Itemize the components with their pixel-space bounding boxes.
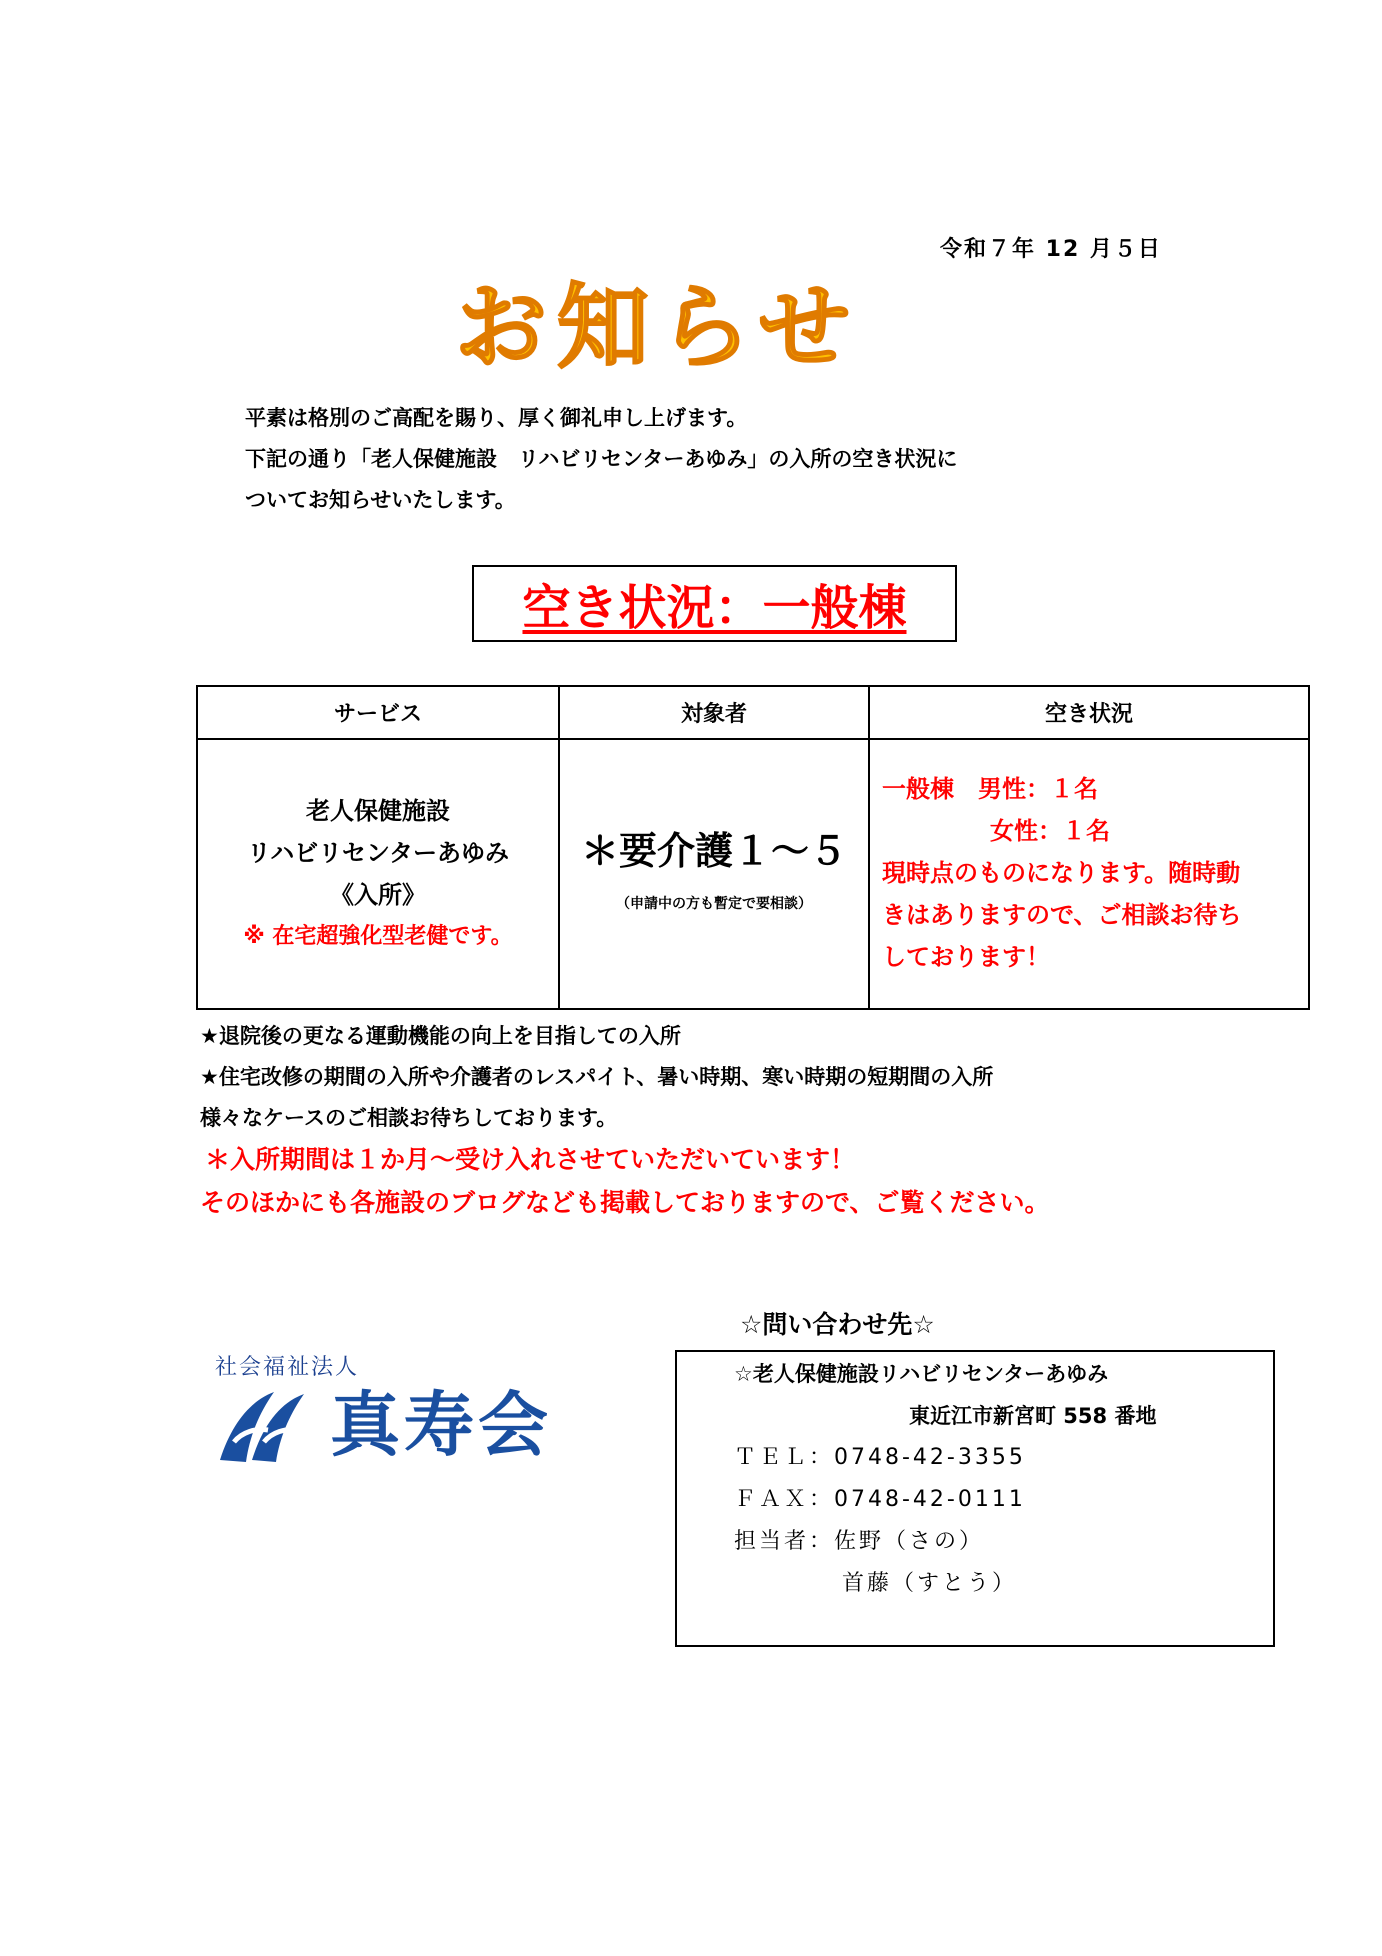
target-cell bbox=[559, 739, 869, 1009]
service-note: ※ 在宅超強化型老健です。 bbox=[243, 924, 513, 949]
availability-line-5: しております！ bbox=[882, 943, 1050, 971]
service-line-3: 《入所》 bbox=[330, 881, 426, 909]
table-row bbox=[197, 739, 1309, 1009]
organization-logo-icon bbox=[212, 1382, 322, 1476]
intro-line-2: 下記の通り「老人保健施設 リハビリセンターあゆみ」の入所の空き状況に bbox=[245, 447, 958, 471]
availability-line-2: 女性：１名 bbox=[990, 817, 1110, 845]
intro-line-1: 平素は格別のご高配を賜り、厚く御礼申し上げます。 bbox=[245, 406, 748, 430]
service-cell bbox=[197, 739, 559, 1009]
contact-fax: ＦＡＸ：0748-42-0111 bbox=[734, 1487, 1026, 1512]
notice-title: お知らせ bbox=[455, 274, 861, 381]
intro-line-3: ついてお知らせいたします。 bbox=[245, 488, 516, 512]
target-main: ＊要介護１～５ bbox=[580, 828, 847, 873]
note-3: 様々なケースのご相談お待ちしております。 bbox=[200, 1106, 618, 1130]
contact-person-1: 担当者：佐野（さの） bbox=[734, 1529, 985, 1554]
note-4: ＊入所期間は１か月～受け入れさせていただいています！ bbox=[205, 1145, 856, 1174]
notice-date: 令和７年 12 月５日 bbox=[940, 237, 1162, 262]
contact-address: 東近江市新宮町 558 番地 bbox=[909, 1404, 1157, 1428]
note-1: ★退院後の更なる運動機能の向上を目指しての入所 bbox=[200, 1024, 681, 1048]
availability-cell bbox=[869, 739, 1309, 1009]
org-type-label: 社会福祉法人 bbox=[215, 1355, 360, 1380]
status-heading: 空き状況：一般棟 bbox=[472, 565, 957, 642]
header-target: 対象者 bbox=[559, 686, 869, 739]
target-sub: （申請中の方も暫定で要相談） bbox=[616, 895, 812, 912]
contact-tel: ＴＥＬ：0748-42-3355 bbox=[734, 1445, 1026, 1470]
availability-line-3: 現時点のものになります。随時動 bbox=[882, 859, 1241, 887]
note-5: そのほかにも各施設のブログなども掲載しておりますので、ご覧ください。 bbox=[200, 1188, 1050, 1217]
contact-person-2: 首藤（すとう） bbox=[842, 1571, 1018, 1596]
organization-name: 真寿会 bbox=[330, 1384, 552, 1466]
contact-box bbox=[675, 1350, 1275, 1647]
contact-facility: ☆老人保健施設リハビリセンターあゆみ bbox=[734, 1362, 1109, 1386]
service-line-1: 老人保健施設 bbox=[306, 797, 450, 825]
availability-line-1: 一般棟 男性：１名 bbox=[882, 775, 1098, 803]
table-header-row bbox=[197, 686, 1309, 739]
availability-line-4: きはありますので、ご相談お待ち bbox=[882, 901, 1242, 929]
contact-heading: ☆問い合わせ先☆ bbox=[740, 1310, 935, 1339]
availability-table bbox=[196, 685, 1310, 1010]
header-service: サービス bbox=[197, 686, 559, 739]
header-availability: 空き状況 bbox=[869, 686, 1309, 739]
service-line-2: リハビリセンターあゆみ bbox=[246, 839, 510, 867]
note-2: ★住宅改修の期間の入所や介護者のレスパイト、暑い時期、寒い時期の短期間の入所 bbox=[200, 1065, 994, 1089]
